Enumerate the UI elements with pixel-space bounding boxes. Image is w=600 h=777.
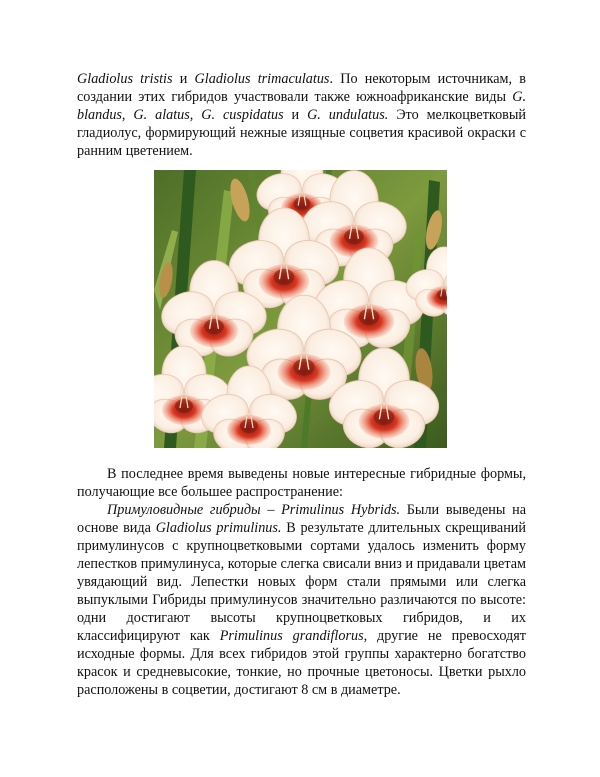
- species-name: Gladiolus tristis: [77, 71, 173, 87]
- text-fragment: Это мелкоцветковый гладиолус, формирующий нежные изящные соцветия красивой окраски с ранним цветением.: [77, 107, 526, 159]
- paragraph-new-hybrids: В последнее время выведены новые интересные гибридные формы, получающие все большее распространение:: [77, 466, 526, 500]
- species-name: G. undulatus.: [307, 107, 389, 123]
- paragraph-primulinus-hybrids: [77, 501, 526, 699]
- text-fragment: другие не превосходят исходные формы. Для всех гибридов этой группы характерно богатство красок и средневысокие, тонкие, но прочные цветоносы. Цветки рыхло расположены в соцветии, достигают 8 см в диаметре.: [77, 628, 526, 698]
- species-name: G. blandus, G. alatus, G. cuspidatus: [77, 89, 526, 123]
- text-fragment: Были выведены на основе вида: [77, 502, 526, 536]
- text-fragment: . По некоторым источникам, в создании этих гибридов участвовали также южноафриканские виды: [77, 71, 526, 105]
- species-name: Gladiolus primulinus.: [155, 520, 282, 536]
- gladiolus-photo: [154, 170, 447, 448]
- text-fragment: и: [283, 107, 308, 123]
- species-name: Primulinus grandiflorus,: [219, 628, 368, 644]
- species-name: Gladiolus trimaculatus: [194, 71, 330, 87]
- paragraph-species-origin: [77, 70, 526, 160]
- text-fragment: и: [172, 71, 195, 87]
- gladiolus-flowers-illustration: [154, 170, 447, 448]
- text-fragment: В результате длительных скрещиваний примулинусов с крупноцветковыми сортами удалось изменить форму лепестков примулинуса, которые слегка свисали вниз и придавали цветам увядающий вид. Лепестки новых форм стали прямыми или слегка выпуклыми Гибриды примулинусов значительно различаются по высоте: одни достигают высоты крупноцветковых гибридов, и их классифицируют как: [77, 520, 526, 644]
- section-heading-italic: Примуловидные гибриды – Primulinus Hybrids.: [107, 502, 401, 518]
